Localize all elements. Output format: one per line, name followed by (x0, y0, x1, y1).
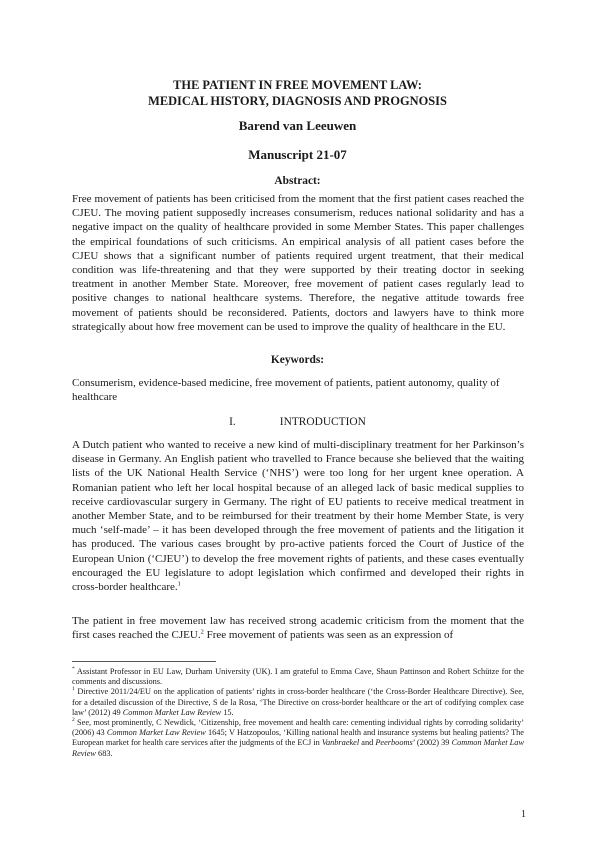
journal-title: Common Market Law Review (106, 728, 206, 738)
manuscript-number: Manuscript 21-07 (248, 147, 347, 162)
page-number: 1 (521, 809, 526, 820)
section-title: INTRODUCTION (279, 416, 366, 428)
footnote-text: Directive 2011/24/EU on the application of patients’ rights in cross-border healthcare (‘the Cross-Border Healthcare Directive). See, for a detailed discussion of the Directive, S de la Rosa, ‘The Directive on cross-border healthcare or the art of codifying complex case law’ (2012) 49 (72, 687, 524, 717)
section-number: I. (229, 416, 236, 428)
keywords-text: Consumerism, evidence-based medicine, free movement of patients, patient autonomy, quality of healthcare (72, 377, 500, 404)
author-name: Barend van Leeuwen (238, 118, 357, 133)
paragraph-text-continued: Free movement of patients was seen as an expression of (203, 629, 454, 642)
introduction-heading (72, 415, 523, 429)
abstract-text: Free movement of patients has been criticised from the moment that the first patient cases reached the CJEU. The moving patient supposedly increases consumerism, reduces national solidarity and has a negative impact on the quality of healthcare provided in some Member States. This paper challenges the empirical foundations of such criticisms. An empirical analysis of all patient cases before the CJEU shows that a significant number of patients required urgent treatment, that their medical condition was life-threatening and that they were supported by their treating doctor in seeking treatment in another Member State. Moreover, free movement of patient cases regularly lead to positive changes to national healthcare systems. Therefore, the negative attitude towards free movement of patients should be reconsidered. Patients, doctors and lawyers have to think more strategically about how free movement can be used to improve the quality of healthcare in the EU. (72, 193, 524, 333)
footnote-mark: * (72, 666, 75, 673)
footnote-text: ’ (2002) 39 (412, 738, 452, 748)
footnotes (72, 667, 524, 759)
case-name: Peerbooms (375, 738, 413, 748)
footnote-text: Assistant Professor in EU Law, Durham University (UK). I am grateful to Emma Cave, Shaun Pattinson and Robert Schütze for the comments and discussions. (72, 667, 524, 687)
footnote-mark: 1 (72, 686, 75, 693)
abstract-heading: Abstract: (274, 175, 321, 187)
footnote-ref-1[interactable]: 1 (177, 580, 181, 588)
footnote-2 (72, 718, 524, 759)
footnote-1 (72, 687, 524, 718)
paragraph-text: The patient in free movement law has received strong academic criticism from the moment that the first cases reached the CJEU. (72, 615, 524, 642)
title-line-2: MEDICAL HISTORY, DIAGNOSIS AND PROGNOSIS (148, 94, 447, 108)
footnote-ref-2[interactable]: 2 (200, 628, 204, 636)
footnote-text: 1645; V Hatzopoulos, ‘Killing national health and insurance systems but healing patients? The European market for health care services after the judgments of the ECJ in (72, 728, 524, 748)
journal-title: Common Market Law Review (72, 738, 524, 758)
footnote-text: 683. (95, 748, 113, 758)
title-line-1: THE PATIENT IN FREE MOVEMENT LAW: (173, 78, 422, 92)
keywords-heading: Keywords: (270, 354, 325, 366)
footnote-divider (72, 661, 216, 662)
footnote-mark: 2 (72, 717, 75, 724)
introduction-paragraph-2 (72, 614, 524, 642)
footnote-text: See, most prominently, C Newdick, ‘Citizenship, free movement and health care: cementing individual rights by corroding solidarity’ (2006) 43 (72, 718, 524, 738)
case-name: Vanbraekel (321, 738, 360, 748)
footnote-text: 15. (221, 707, 234, 717)
paragraph-text: A Dutch patient who wanted to receive a new kind of multi-disciplinary treatment for her Parkinson’s disease in Germany. An English patient who travelled to France because she believed that the waiting lists of the UK National Health Service (‘NHS’) were too long for her urgent knee operation. A Romanian patient who left her local hospital because of an alleged lack of basic medical supplies to receive cardiovascular surgery in Germany. The right of EU patients to receive medical treatment in another Member State, and to be reimbursed for their treatment by their home Member State, is very much ‘self-made’ – it has been developed through the free movement of patients and the litigation it has produced. The various cases brought by pro-active patients forced the Court of Justice of the European Union (‘CJEU’) to develop the free movement rights of patients, and these cases eventually encouraged the EU legislature to adopt legislation which confirmed and developed their rights in cross-border healthcare. (72, 439, 524, 594)
footnote-text: and (359, 738, 376, 748)
introduction-paragraph-1 (72, 438, 524, 594)
footnote-author (72, 667, 524, 687)
paper-title (72, 77, 523, 109)
journal-title: Common Market Law Review (122, 707, 222, 717)
